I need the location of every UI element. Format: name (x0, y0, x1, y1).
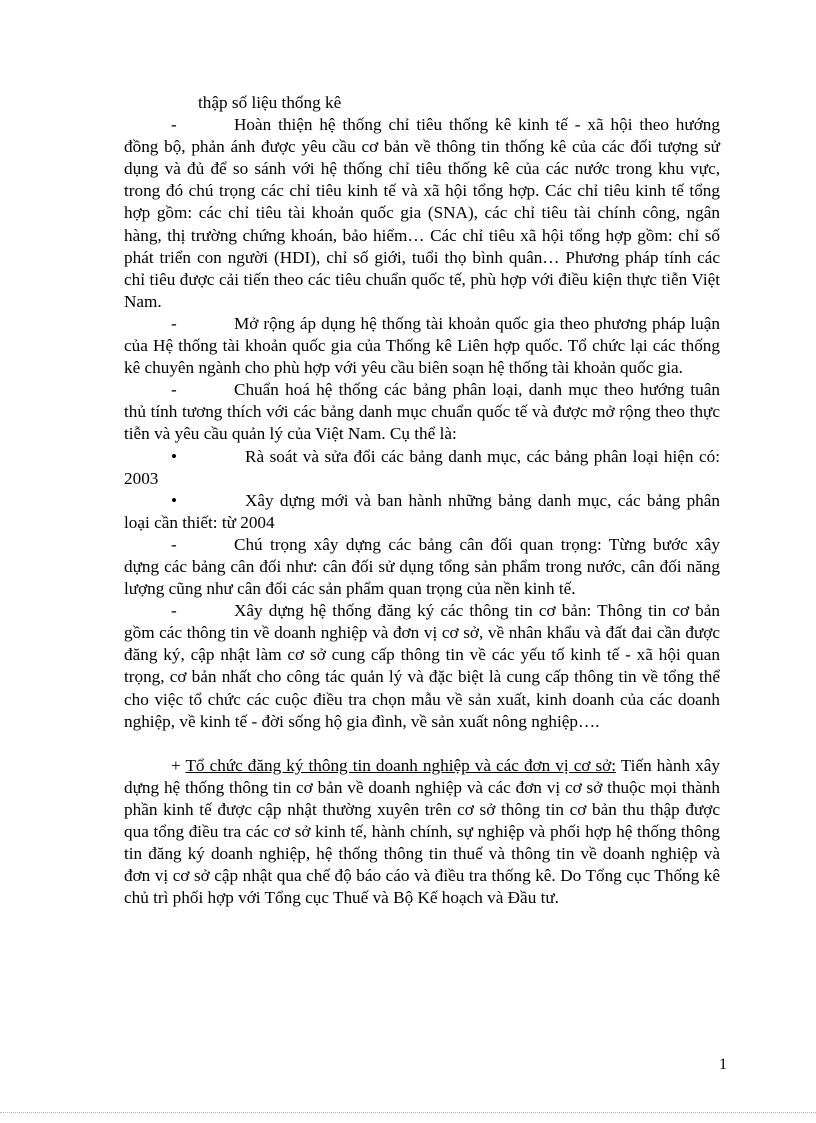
section-heading: Tổ chức đăng ký thông tin doanh nghiệp và các đơn vị cơ sở: (185, 755, 617, 775)
paragraph-national-accounts (124, 313, 720, 379)
paragraph-text: Hoàn thiện hệ thống chỉ tiêu thống kê kinh tế - xã hội theo hướng đồng bộ, phản ánh được yêu cầu cơ bản về thông tin thống kê của các đối tượng sử dụng và đủ để so sánh với hệ thống chỉ tiêu thống kê của các nước trong khu vực, trong đó chú trọng các chỉ tiêu kinh tế và xã hội tổng hợp. Các chỉ tiêu kinh tế tổng hợp gồm: các chỉ tiêu tài khoản quốc gia (SNA), các chỉ tiêu tài chính công, ngân hàng, thị trường chứng khoán, bảo hiểm… Các chỉ tiêu xã hội tổng hợp gồm: chỉ số phát triển con người (HDI), chỉ số giới, tuổi thọ bình quân… Phương pháp tính các chỉ tiêu được cải tiến theo các tiêu chuẩn quốc tế, phù hợp với điều kiện thực tiễn Việt Nam. (124, 115, 720, 311)
paragraph-text: Mở rộng áp dụng hệ thống tài khoản quốc gia theo phương pháp luận của Hệ thống tài khoản quốc gia của Thống kê Liên hợp quốc. Tổ chức lại các thống kê chuyên ngành cho phù hợp với yêu cầu biên soạn hệ thống tài khoản quốc gia. (124, 313, 720, 378)
document-body (124, 92, 720, 909)
bullet-marker: • (171, 446, 178, 466)
dash-marker: - (171, 380, 177, 400)
paragraph-text: Chú trọng xây dựng các bảng cân đối quan trọng: Từng bước xây dựng các bảng cân đối như: cân đối sử dụng tổng sản phẩm trong nước, cân đối năng lượng cũng như cân đối các sản phẩm quan trọng của nền kinh tế. (124, 534, 720, 599)
bullet-text: Xây dựng mới và ban hành những bảng danh mục, các bảng phân loại cần thiết: từ 2004 (124, 490, 720, 532)
paragraph-classifications (124, 379, 720, 445)
paragraph-text: Tiến hành xây dựng hệ thống thông tin cơ bản về doanh nghiệp và các đơn vị cơ sở thuộc mọi thành phần kinh tế được cập nhật thường xuyên trên cơ sở thông tin cơ bản thu thập được qua tổng điều tra các cơ sở kinh tế, hành chính, sự nghiệp và phối hợp hệ thống thông tin đăng ký doanh nghiệp, hệ thống thông tin thuế và thông tin về doanh nghiệp và đơn vị cơ sở cập nhật qua chế độ báo cáo và điều tra thống kê. Do Tổng cục Thống kê chủ trì phối hợp với Tổng cục Thuế và Bộ Kế hoạch và Đầu tư. (124, 755, 720, 908)
paragraph-indicator-system (124, 114, 720, 313)
paragraph-gap (124, 733, 720, 755)
paragraph-enterprise-registration (124, 755, 720, 910)
page-number: 1 (719, 1056, 727, 1073)
paragraph-registration-system (124, 600, 720, 733)
dash-marker: - (171, 534, 177, 554)
bullet-item-review (124, 446, 720, 490)
plus-marker: + (171, 755, 186, 775)
dash-marker: - (171, 115, 177, 135)
bullet-item-new (124, 490, 720, 534)
bullet-marker: • (171, 490, 178, 510)
page-bottom-border (0, 1112, 816, 1113)
dash-marker: - (171, 313, 177, 333)
continuation-line: thập số liệu thống kê (198, 93, 342, 112)
paragraph-text: Chuẩn hoá hệ thống các bảng phân loại, danh mục theo hướng tuân thủ tính tương thích với các bảng danh mục chuẩn quốc tế và được mở rộng theo thực tiễn và yêu cầu quản lý của Việt Nam. Cụ thể là: (124, 380, 720, 444)
bullet-text: Rà soát và sửa đổi các bảng danh mục, các bảng phân loại hiện có: 2003 (124, 446, 720, 488)
dash-marker: - (171, 601, 177, 621)
paragraph-balance-tables (124, 534, 720, 600)
paragraph-text: Xây dựng hệ thống đăng ký các thông tin cơ bản: Thông tin cơ bản gồm các thông tin về doanh nghiệp và đơn vị cơ sở, về nhân khẩu và đất đai cần được đăng ký, cập nhật làm cơ sở cung cấp thông tin về các yếu tố kinh tế - xã hội quan trọng, cơ bản nhất cho công tác quản lý và đặc biệt là cung cấp thông tin về tổng thể cho việc tổ chức các cuộc điều tra chọn mẫu về sản xuất, kinh doanh của các doanh nghiệp, về kinh tế - đời sống hộ gia đình, về sản xuất nông nghiệp…. (124, 601, 720, 731)
